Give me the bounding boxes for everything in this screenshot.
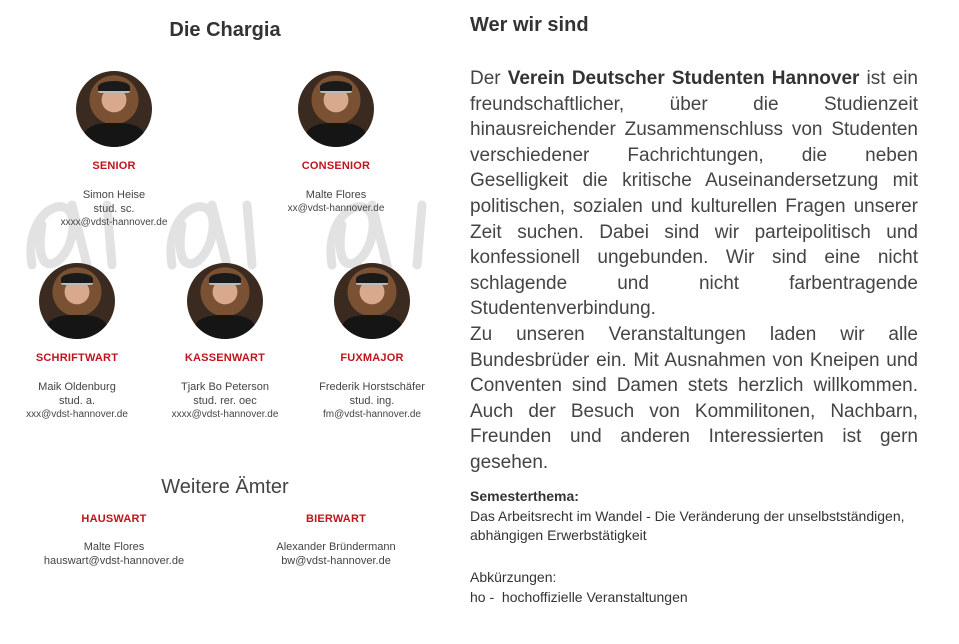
member-degree: stud. ing. bbox=[349, 395, 395, 407]
office-hauswart bbox=[14, 513, 214, 568]
member-name: Frederik Horstschäfer bbox=[319, 381, 425, 393]
member-role: CONSENIOR bbox=[301, 160, 371, 172]
avatar bbox=[334, 263, 410, 339]
office-email[interactable]: hauswart@vdst-hannover.de bbox=[43, 555, 185, 567]
avatar bbox=[76, 71, 152, 147]
about-title: Wer wir sind bbox=[470, 14, 589, 36]
member-role: SCHRIFTWART bbox=[35, 352, 119, 364]
office-name: Malte Flores bbox=[83, 541, 145, 553]
abbreviations-text: ho - hochoffizielle Veranstaltungen bbox=[470, 589, 688, 605]
member-fuxmajor bbox=[282, 263, 462, 422]
office-email[interactable]: bw@vdst-hannover.de bbox=[281, 555, 391, 567]
office-bierwart bbox=[236, 513, 436, 568]
member-email[interactable]: fm@vdst-hannover.de bbox=[323, 409, 421, 420]
chargia-title: Die Chargia bbox=[169, 19, 281, 41]
semester-text: Das Arbeitsrecht im Wandel - Die Veränderung der unselbstständigen, abhängigen Erwerbstätigkeit bbox=[470, 508, 905, 543]
member-degree: stud. sc. bbox=[93, 203, 135, 215]
office-role: BIERWART bbox=[305, 513, 367, 525]
about-paragraph-1: Der Verein Deutscher Studenten Hannover ist ein freundschaftlicher, über die Studienzeit hinausreichender Zusammenschluss von Studenten verschiedener Fachrichtungen, die neben Geselligkeit die kritische Auseinandersetzung mit politischen, sozialen und kulturellen Fragen unserer Zeit suchen. Dabei sind wir parteipolitisch und konfessionell ungebunden. Wir sind eine nicht schlagende und nicht farbentragende Studentenverbindung. bbox=[470, 68, 918, 320]
member-degree: stud. a. bbox=[58, 395, 96, 407]
member-degree: stud. rer. oec bbox=[193, 395, 257, 407]
office-name: Alexander Bründermann bbox=[276, 541, 396, 553]
semester-label: Semesterthema: bbox=[470, 488, 579, 504]
member-name: Maik Oldenburg bbox=[38, 381, 116, 393]
member-name: Malte Flores bbox=[305, 189, 367, 201]
member-email[interactable]: xxx@vdst-hannover.de bbox=[26, 409, 128, 420]
member-role: KASSENWART bbox=[184, 352, 266, 364]
member-email[interactable]: xxxx@vdst-hannover.de bbox=[60, 217, 168, 228]
member-consenior bbox=[246, 71, 426, 216]
member-name: Tjark Bo Peterson bbox=[180, 381, 270, 393]
avatar bbox=[39, 263, 115, 339]
member-name: Simon Heise bbox=[82, 189, 146, 201]
member-role: FUXMAJOR bbox=[340, 352, 404, 364]
member-role: SENIOR bbox=[92, 160, 136, 172]
member-email[interactable]: xx@vdst-hannover.de bbox=[287, 203, 385, 214]
more-offices-title: Weitere Ämter bbox=[161, 476, 289, 498]
avatar bbox=[187, 263, 263, 339]
avatar bbox=[298, 71, 374, 147]
office-role: HAUSWART bbox=[81, 513, 147, 525]
about-paragraph-2: Zu unseren Veranstaltungen laden wir alle Bundesbrüder ein. Mit Ausnahmen von Kneipen und Conventen sind Damen stets herzlich willkommen. Auch der Besuch von Kommilitonen, Nachbarn, Freunden und anderen Interessierten ist gern gesehen. bbox=[470, 324, 918, 473]
abbreviations-label: Abkürzungen: bbox=[470, 569, 557, 585]
club-name: Verein Deutscher Studenten Hannover bbox=[507, 68, 860, 89]
member-email[interactable]: xxxx@vdst-hannover.de bbox=[171, 409, 279, 420]
member-senior bbox=[24, 71, 204, 230]
